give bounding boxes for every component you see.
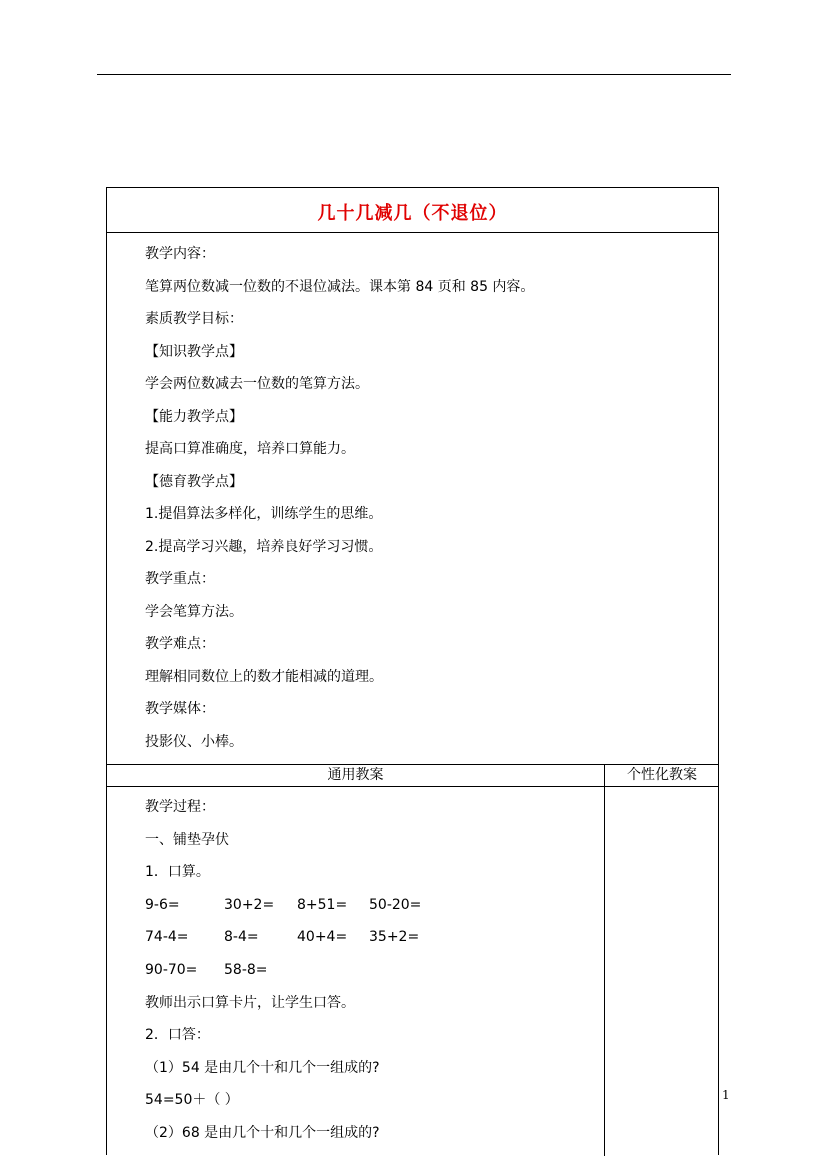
- intro-line: 1.提倡算法多样化，训练学生的思维。: [145, 506, 383, 522]
- intro-line: 笔算两位数减一位数的不退位减法。课本第 84 页和 85 内容。: [145, 278, 535, 295]
- oral-expression: 8+51=: [297, 896, 348, 913]
- section-heading: 一、铺垫孕伏: [145, 831, 229, 848]
- oral-row: [145, 927, 420, 960]
- personal-plan-header: 个性化教案: [604, 765, 719, 786]
- general-plan-header: 通用教案: [327, 767, 384, 783]
- oral-expression: 30+2=: [224, 896, 275, 913]
- lesson-title: 几十几减几（不退位）: [317, 203, 508, 224]
- header-rule: [97, 74, 731, 75]
- intro-line: 理解相同数位上的数才能相减的道理。: [145, 668, 383, 685]
- intro-line: 教学难点：: [145, 636, 215, 652]
- oral-expression: 40+4=: [297, 929, 348, 946]
- oral-calc-item: 1．口算。: [145, 864, 210, 881]
- oral-row: [145, 895, 422, 928]
- question: （1）54 是由几个十和几个一组成的?: [145, 1059, 380, 1076]
- answer-line: 54=50＋（ ）: [145, 1092, 239, 1109]
- intro-line: 【能力教学点】: [145, 408, 243, 425]
- oral-answer-item: 2．口答：: [145, 1027, 210, 1044]
- intro-line: 素质教学目标：: [145, 311, 243, 327]
- teacher-note: 教师出示口算卡片，让学生口答。: [145, 994, 355, 1011]
- column-divider: [604, 786, 605, 1156]
- intro-section: [145, 244, 534, 764]
- oral-expression: 58-8=: [224, 961, 268, 978]
- intro-line: 教学媒体：: [145, 701, 215, 717]
- teaching-process: [145, 797, 422, 1156]
- intro-line: 【德育教学点】: [145, 473, 243, 490]
- intro-line: 学会笔算方法。: [145, 603, 243, 620]
- oral-expression: 9-6=: [145, 896, 180, 913]
- question: （2）68 是由几个十和几个一组成的?: [145, 1124, 380, 1141]
- oral-expression: 35+2=: [369, 929, 420, 946]
- page-number: 1: [722, 1088, 730, 1102]
- intro-line: 教学内容：: [145, 246, 215, 262]
- intro-line: 教学重点：: [145, 571, 215, 587]
- oral-expression: 8-4=: [224, 929, 259, 946]
- intro-line: 提高口算准确度，培养口算能力。: [145, 441, 355, 457]
- intro-line: 学会两位数减去一位数的笔算方法。: [145, 376, 369, 392]
- title-row: [107, 188, 718, 233]
- intro-line: 【知识教学点】: [145, 343, 243, 360]
- oral-expression: 74-4=: [145, 929, 189, 946]
- column-header-row: [107, 764, 718, 787]
- lesson-plan-table: [106, 187, 719, 1155]
- intro-line: 2.提高学习兴趣，培养良好学习习惯。: [145, 538, 383, 555]
- oral-row: [145, 960, 380, 993]
- intro-line: 投影仪、小棒。: [145, 733, 243, 750]
- oral-expression: 90-70=: [145, 961, 198, 978]
- process-heading: 教学过程：: [145, 799, 215, 815]
- oral-expression: 50-20=: [369, 896, 422, 913]
